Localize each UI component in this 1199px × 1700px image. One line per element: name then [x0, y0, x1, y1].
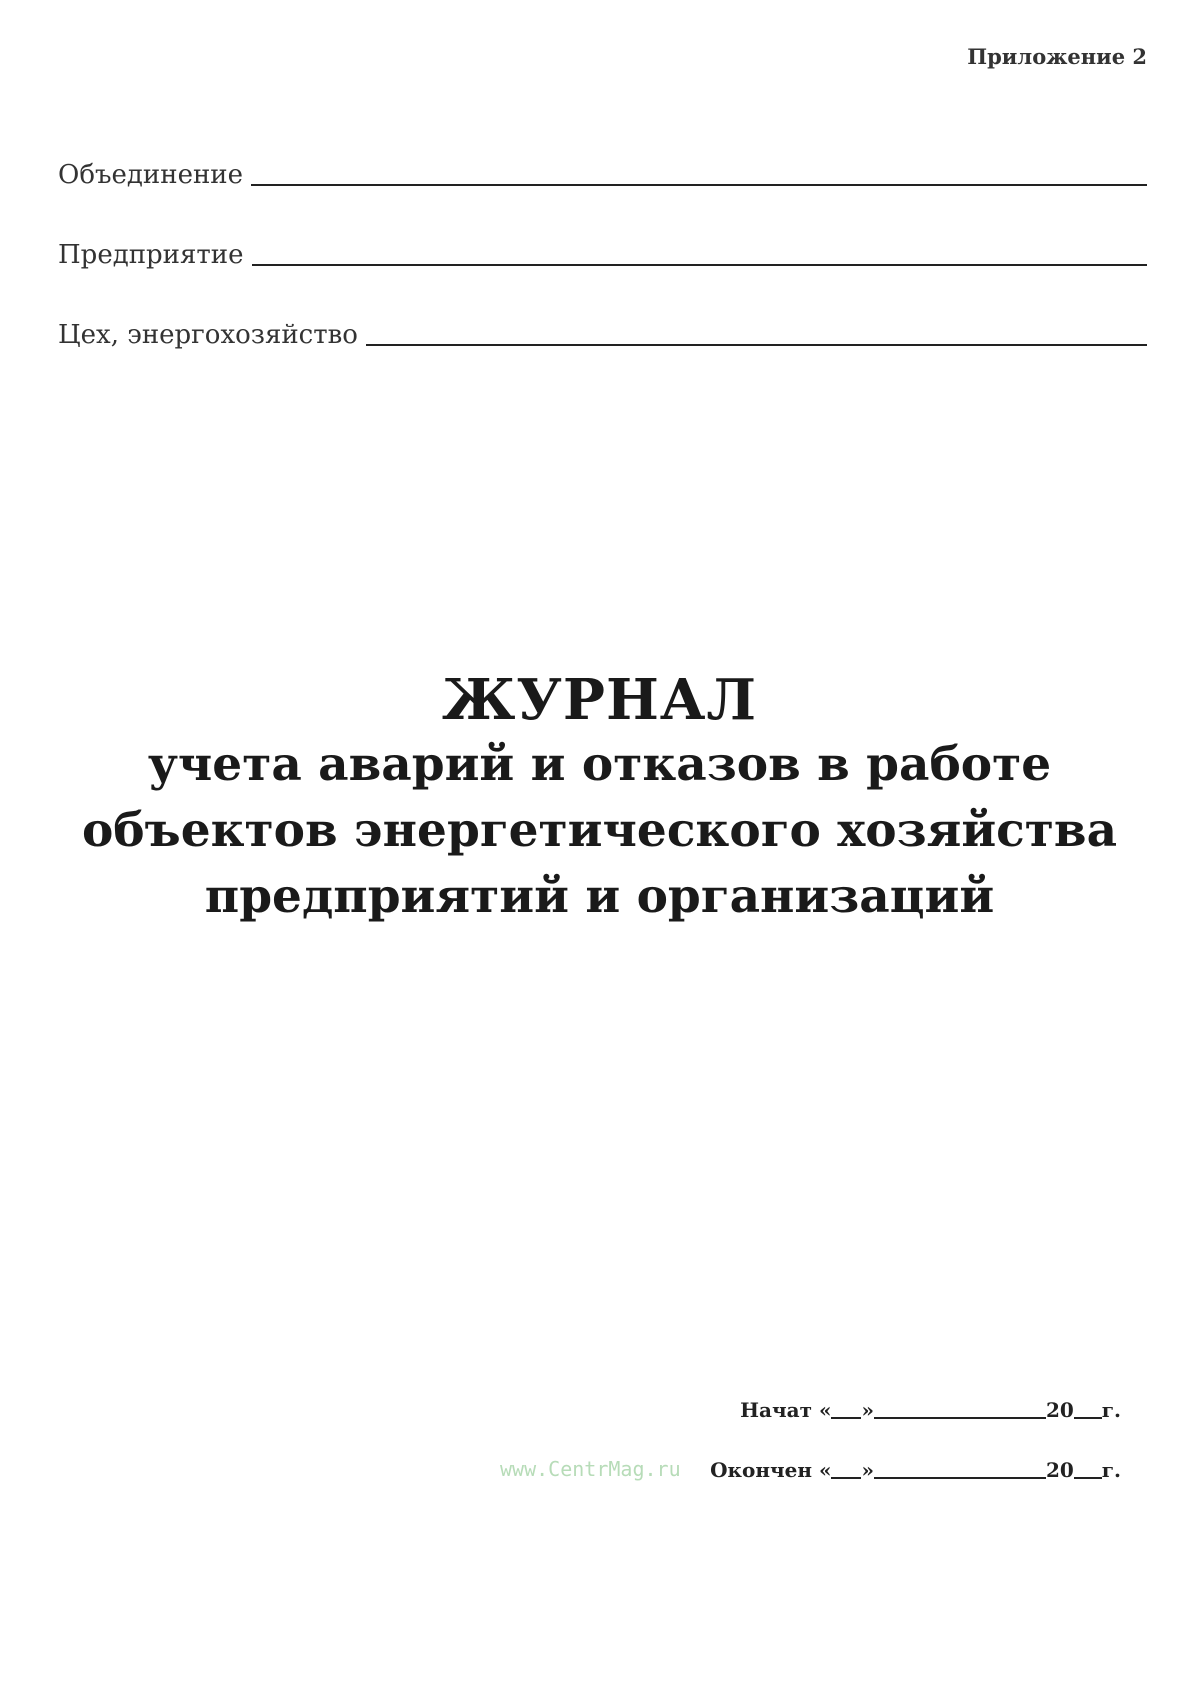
field-association	[58, 150, 1147, 188]
field-enterprise	[58, 230, 1147, 268]
started-date-row	[710, 1392, 1121, 1422]
journal-title	[0, 668, 1199, 930]
finished-open-quote: «	[818, 1458, 832, 1482]
finished-label: Окончен	[710, 1458, 812, 1482]
finished-close-quote: »	[861, 1458, 874, 1482]
site-watermark: www.CentrMag.ru	[500, 1457, 681, 1481]
field-enterprise-label: Предприятие	[58, 240, 244, 270]
title-line-3: предприятий и организаций	[204, 869, 995, 924]
title-line-2: объектов энергетического хозяйства	[81, 803, 1118, 858]
started-open-quote: «	[818, 1398, 832, 1422]
field-association-label: Объединение	[58, 160, 243, 190]
started-year-suffix: г.	[1101, 1398, 1121, 1422]
started-close-quote: »	[861, 1398, 874, 1422]
field-workshop-line	[366, 344, 1147, 346]
started-year-blank	[1074, 1417, 1102, 1419]
started-month-blank	[874, 1417, 1046, 1419]
field-enterprise-line	[252, 264, 1147, 266]
finished-day-blank	[831, 1477, 861, 1479]
finished-year-prefix: 20	[1045, 1458, 1074, 1482]
title-main: ЖУРНАЛ	[441, 667, 758, 733]
finished-date-row	[710, 1452, 1121, 1482]
appendix-label: Приложение 2	[967, 44, 1147, 69]
started-day-blank	[831, 1417, 861, 1419]
started-label: Начат	[740, 1398, 812, 1422]
organization-fields	[58, 150, 1147, 390]
field-association-line	[251, 184, 1147, 186]
field-workshop	[58, 310, 1147, 348]
finished-month-blank	[874, 1477, 1046, 1479]
title-line-1: учета аварий и отказов в работе	[147, 737, 1052, 792]
date-block	[710, 1392, 1121, 1512]
started-year-prefix: 20	[1045, 1398, 1074, 1422]
finished-year-suffix: г.	[1101, 1458, 1121, 1482]
field-workshop-label: Цех, энергохозяйство	[58, 320, 358, 350]
finished-year-blank	[1074, 1477, 1102, 1479]
